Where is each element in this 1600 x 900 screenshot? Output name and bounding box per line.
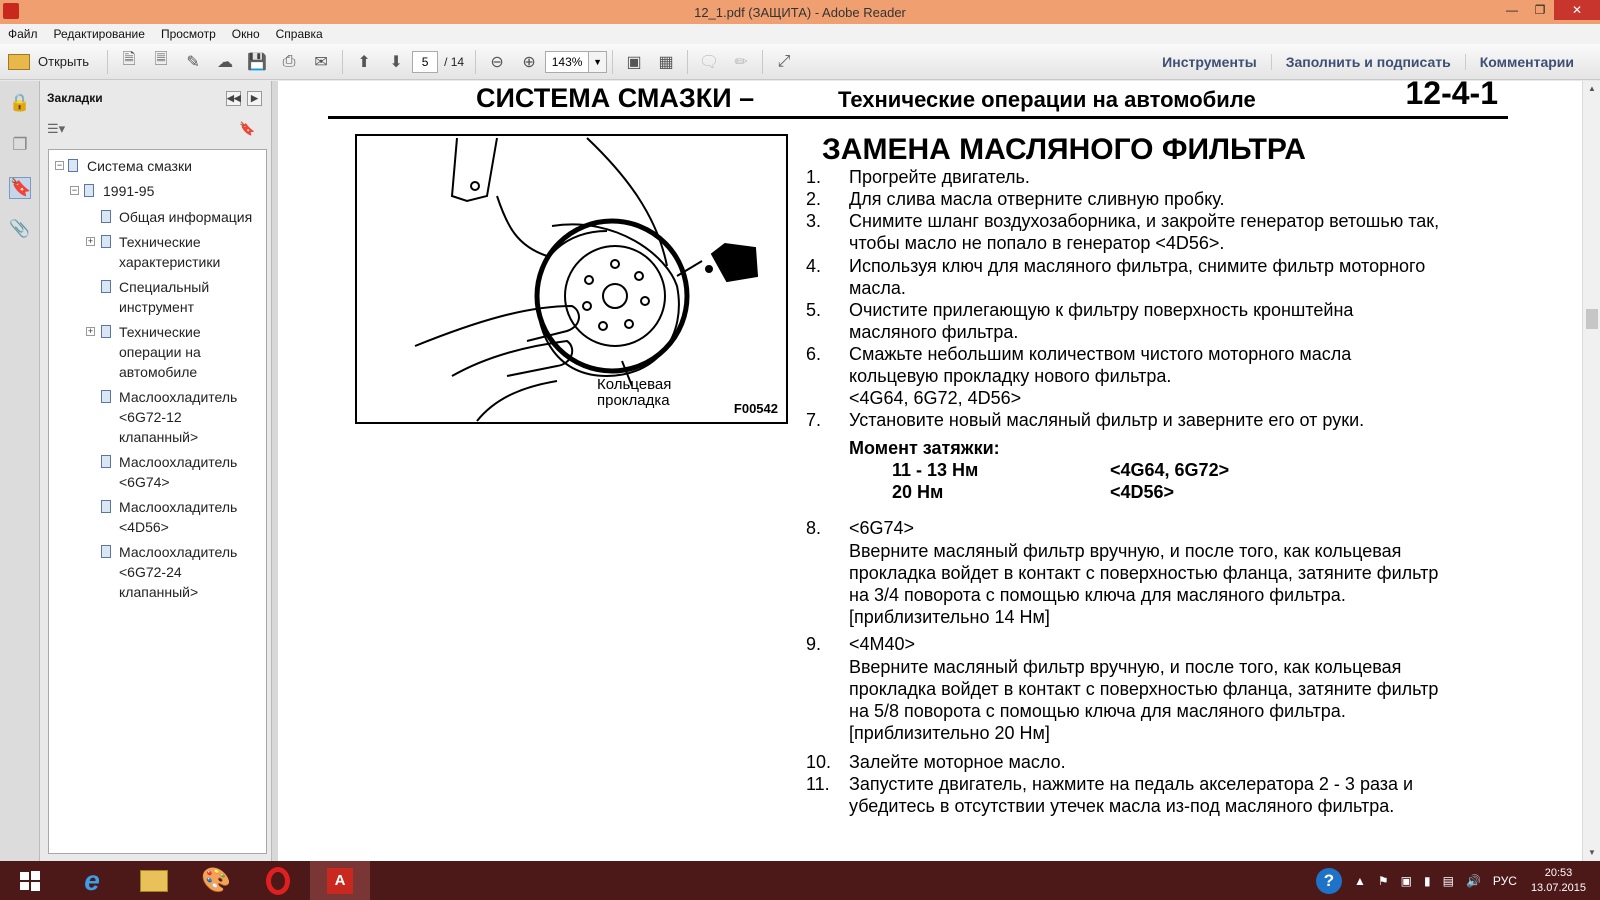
- open-button[interactable]: [8, 54, 89, 70]
- bookmarks-icon[interactable]: 🔖: [10, 178, 32, 197]
- highlight-icon[interactable]: ✏: [734, 53, 748, 71]
- zoom-input[interactable]: 143%: [545, 51, 589, 73]
- zoom-out-icon[interactable]: ⊖: [490, 53, 504, 71]
- toolbar-separator: [612, 50, 613, 74]
- torque-engines-1: <4G64, 6G72>: [1110, 460, 1230, 480]
- taskbar-adobe-reader-icon[interactable]: A: [310, 861, 370, 900]
- bookmark-icon: [101, 210, 111, 223]
- toolbar-separator: [342, 50, 343, 74]
- bookmarks-tools: [41, 115, 271, 143]
- taskbar-paint-icon[interactable]: 🎨: [201, 867, 231, 894]
- network-icon[interactable]: ▤: [1442, 873, 1454, 888]
- toolbar-links: [1148, 44, 1588, 80]
- menu-bar: [0, 24, 1600, 44]
- fit-page-icon[interactable]: ▣: [626, 53, 642, 71]
- zoom-in-icon[interactable]: ⊕: [522, 53, 536, 71]
- tools-link[interactable]: Инструменты: [1162, 54, 1257, 70]
- clock[interactable]: 20:53 13.07.2015: [1530, 866, 1586, 894]
- window-controls: [1498, 0, 1600, 22]
- display-icon[interactable]: ▣: [1400, 873, 1412, 888]
- options-menu-icon[interactable]: ☰▾: [47, 121, 66, 136]
- next-page-icon[interactable]: ⬇: [389, 53, 403, 71]
- toolbar: [0, 44, 1600, 80]
- open-label: Открыть: [38, 54, 90, 69]
- section-title: ЗАМЕНА МАСЛЯНОГО ФИЛЬТРА: [822, 133, 1306, 166]
- vertical-scrollbar[interactable]: [1582, 81, 1600, 861]
- bookmark-icon: [101, 390, 111, 403]
- scroll-up-icon[interactable]: ▲: [1588, 84, 1596, 93]
- expand-right-icon[interactable]: ▶: [247, 91, 262, 106]
- close-icon[interactable]: ✕: [1554, 0, 1600, 20]
- tray-expand-icon[interactable]: ▲: [1354, 873, 1366, 888]
- bookmark-icon: [101, 280, 111, 293]
- volume-icon[interactable]: 🔊: [1465, 873, 1481, 888]
- bookmark-icon: [101, 235, 111, 248]
- window-title: 12_1.pdf (ЗАЩИТА) - Adobe Reader: [694, 4, 906, 20]
- save-icon[interactable]: 💾: [247, 53, 268, 71]
- bookmark-icon: [101, 325, 111, 338]
- torque-title: Момент затяжки:: [849, 438, 1000, 458]
- taskbar-explorer-icon[interactable]: [124, 861, 184, 900]
- bookmark-icon: [101, 545, 111, 558]
- navigation-rail: [0, 81, 40, 861]
- bookmarks-panel: [41, 81, 272, 861]
- page-number: 12-4-1: [1405, 75, 1498, 111]
- torque-value-2: 20 Нм: [892, 482, 944, 502]
- combine-icon[interactable]: 🗏: [154, 51, 168, 68]
- windows-logo-icon: [19, 870, 41, 892]
- bookmark-search-icon[interactable]: 🔖: [239, 121, 256, 136]
- taskbar-ie-icon[interactable]: e: [84, 864, 100, 896]
- expand-icon[interactable]: +: [87, 326, 94, 336]
- page-header: [328, 75, 1508, 119]
- header-subtitle: Технические операции на автомобиле: [838, 87, 1256, 112]
- start-button[interactable]: [0, 861, 60, 900]
- bookmarks-tree: − Система смазки − 1991-95 Общая информация + Технические характеристики Специальный инструмент + Технические операции на автомобиле Маслоохладитель <6G72-12 клапанный> Маслоохладитель <6G74> Маслоохладитель <4D56> Маслоохладитель <6G72-24 клапанный>: [48, 149, 267, 854]
- attachment-icon[interactable]: 📎: [9, 219, 31, 238]
- figure-callout: Кольцевая прокладка: [597, 376, 672, 409]
- lock-icon[interactable]: 🔒: [9, 93, 31, 112]
- bookmarks-header: [41, 81, 271, 115]
- email-icon[interactable]: ✉: [314, 53, 328, 71]
- menu-file[interactable]: Файл: [8, 27, 38, 41]
- menu-view[interactable]: Просмотр: [160, 27, 216, 41]
- language-indicator[interactable]: РУС: [1492, 873, 1517, 888]
- taskbar-opera-icon[interactable]: [248, 861, 308, 900]
- page-number-input[interactable]: 5: [412, 51, 438, 73]
- expand-icon[interactable]: +: [87, 236, 94, 246]
- title-bar: [0, 0, 1600, 24]
- help-icon[interactable]: ?: [1316, 868, 1342, 894]
- taskbar: [0, 861, 1600, 900]
- upload-cloud-icon[interactable]: ☁: [217, 53, 234, 71]
- toolbar-separator: [107, 50, 108, 74]
- page-total: / 14: [444, 54, 465, 69]
- toolbar-separator: [475, 50, 476, 74]
- bookmark-icon: [101, 500, 111, 513]
- create-pdf-icon[interactable]: 🗎: [122, 51, 136, 68]
- print-icon[interactable]: ⎙: [282, 52, 296, 70]
- zoom-dropdown-icon[interactable]: ▼: [589, 51, 607, 73]
- system-tray: [1310, 861, 1600, 900]
- scroll-thumb[interactable]: [1586, 309, 1598, 329]
- toolbar-separator: [762, 50, 763, 74]
- comment-icon[interactable]: 🗨: [698, 53, 720, 71]
- collapse-icon[interactable]: −: [71, 185, 78, 195]
- bookmarks-title: Закладки: [47, 91, 103, 105]
- oil-filter-illustration: [357, 136, 786, 422]
- flag-icon[interactable]: ⚑: [1377, 873, 1389, 888]
- document-page: СИСТЕМА СМАЗКИ – Технические операции на автомобиле 12-4-1 Кольцевая прокладка F00542 ЗАМЕНА МАСЛЯНОГО ФИЛЬТРА 1. Прогрейте двигатель. 2. Для слива масла отверните сливную пробку. 3. Снимите шланг воздухозаборника, и закройте генератор ветошью так, чтобы масло не попало в генератор <4D56>. 4. Используя ключ для масляного фильтра, снимите фильтр моторного масла. 5. Очистите прилегающую к фильтру поверхность кронштейна масляного фильтра. 6. Смажьте небольшим количеством чистого моторного масла кольцевую прокладку нового фильтра. <4G64, 6G72, 4D56> 7. Установите новый масляный фильтр и заверните его от руки. Момент затяжки: 11 - 13 Нм <4G64, 6G72> 20 Нм <4D56> 8. <6G74> Вверните масляный фильтр вручную, и после того, как кольцевая прокладка войдет в контакт с поверхностью фланца, затяните фильтр на 3/4 поворота с помощью ключа для масляного фильтра. [приблизительно 14 Нм] 9. <4M40> Вверните масляный фильтр вручную, и после того, как кольцевая прокладка войдет в контакт с поверхностью фланца, затяните фильтр на 5/8 поворота с помощью ключа для масляного фильтра. [приблизительно 20 Нм] 10. Залейте моторное масло. 11. Запустите двигатель, нажмите на педаль акселератора 2 - 3 раза и убедитесь в отсутствии утечек масла из-под масляного фильтра.: [278, 81, 1582, 861]
- figure-code: F00542: [733, 401, 778, 416]
- pages-icon[interactable]: ❐: [12, 135, 28, 154]
- bookmark-icon: [84, 184, 94, 197]
- previous-page-icon[interactable]: ⬆: [357, 53, 371, 71]
- torque-engines-2: <4D56>: [1110, 482, 1175, 502]
- adobe-reader-icon: [3, 3, 19, 19]
- fit-width-icon[interactable]: ▦: [658, 53, 674, 71]
- edit-icon[interactable]: ✎: [186, 53, 200, 71]
- scroll-down-icon[interactable]: ▼: [1588, 848, 1596, 857]
- collapse-left-icon[interactable]: ◀◀: [226, 91, 241, 106]
- menu-window[interactable]: Окно: [231, 27, 260, 41]
- fill-sign-link[interactable]: Заполнить и подписать: [1271, 54, 1465, 70]
- header-title: СИСТЕМА СМАЗКИ –: [476, 83, 755, 113]
- figure-oil-filter: [355, 134, 788, 424]
- torque-value-1: 11 - 13 Нм: [892, 460, 979, 480]
- minimize-icon[interactable]: —: [1506, 3, 1518, 17]
- collapse-icon[interactable]: −: [56, 160, 63, 170]
- fullscreen-icon[interactable]: ⤢: [777, 52, 791, 70]
- toolbar-separator: [687, 50, 688, 74]
- bookmark-icon: [68, 159, 78, 172]
- bookmark-icon: [101, 455, 111, 468]
- comments-link[interactable]: Комментарии: [1465, 54, 1588, 70]
- battery-icon[interactable]: ▮: [1424, 873, 1431, 888]
- restore-icon[interactable]: ❐: [1534, 3, 1546, 17]
- menu-help[interactable]: Справка: [275, 27, 323, 41]
- folder-icon: [8, 54, 30, 70]
- menu-edit[interactable]: Редактирование: [53, 27, 145, 41]
